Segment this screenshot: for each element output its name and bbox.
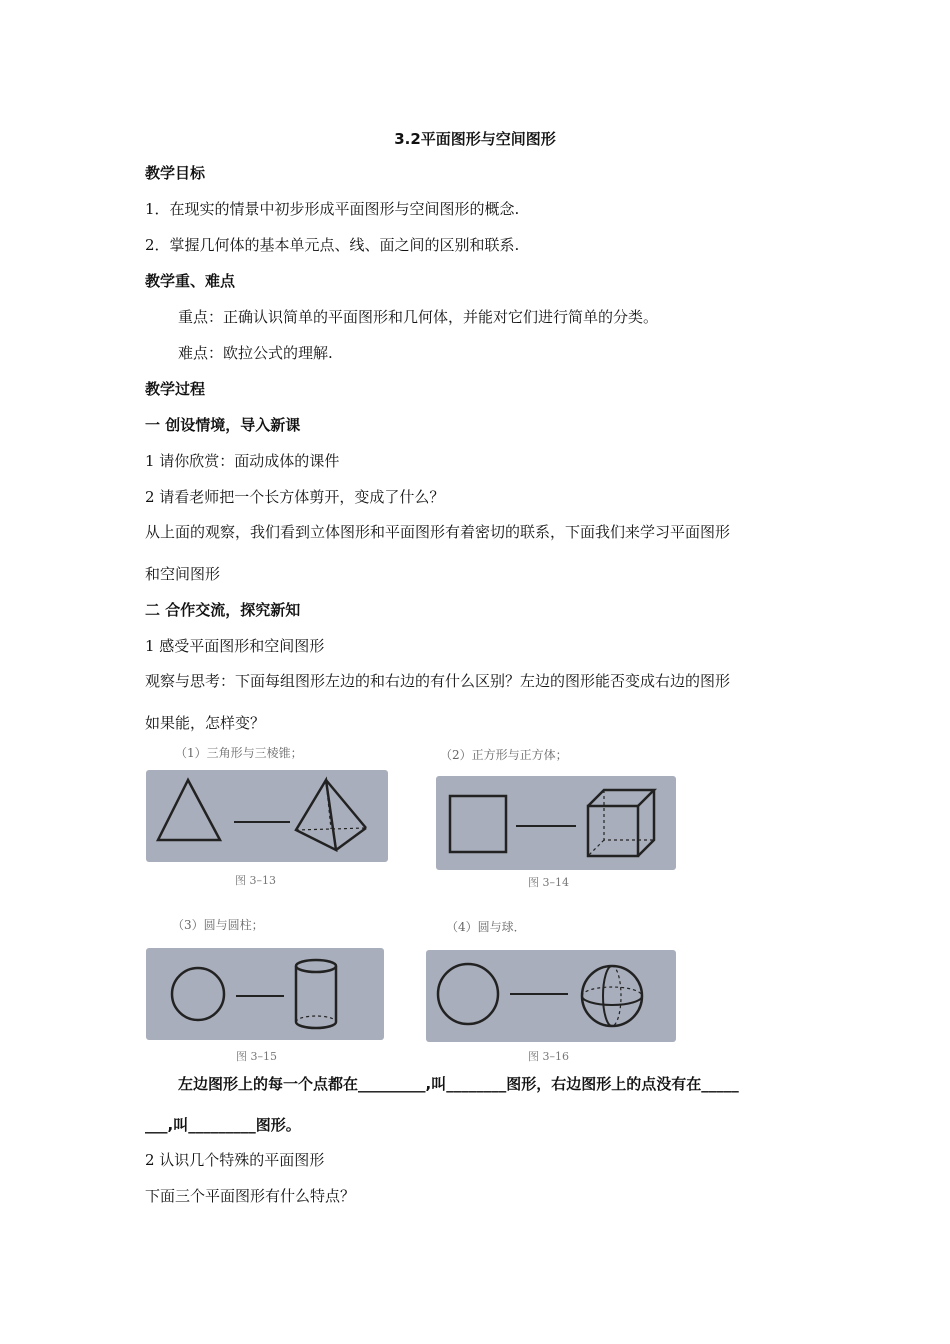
fill-in-line-1: 左边图形上的每一个点都在_________,叫________图形，右边图形上的点没有在_____: [178, 1075, 739, 1093]
cube-top: [588, 790, 654, 806]
cylinder-bottom-back: [296, 1016, 336, 1022]
circle-cylinder-drawing: [146, 948, 384, 1040]
triangle-pyramid-drawing: [146, 770, 388, 862]
cylinder-bottom-front: [296, 1022, 336, 1028]
cube-hidden-diag: [588, 840, 604, 856]
hard-point-text: 难点：欧拉公式的理解.: [178, 344, 333, 362]
caption-square-cube: （2）正方形与正方体；: [440, 748, 568, 762]
pyramid-base-edge: [336, 828, 366, 850]
page-title: 3.2平面图形与空间图形: [394, 130, 556, 148]
cylinder-top: [296, 960, 336, 972]
sphere-meridian-back: [612, 966, 621, 1026]
panel-triangle-pyramid: [146, 770, 388, 862]
sphere-meridian-front: [603, 966, 612, 1026]
figure-number-16: 图 3–16: [528, 1050, 569, 1063]
section-heading-process: 教学过程: [145, 380, 206, 398]
fill-in-line-2: ___,叫_________图形。: [145, 1116, 301, 1134]
section-heading-goals: 教学目标: [145, 164, 206, 182]
figure-number-14: 图 3–14: [528, 876, 569, 889]
goal-item-2: 2．掌握几何体的基本单元点、线、面之间的区别和联系.: [145, 236, 520, 254]
square-shape: [450, 796, 506, 852]
part-two-item-1: 1 感受平面图形和空间图形: [145, 637, 325, 655]
part-two-heading: 二 合作交流，探究新知: [145, 601, 301, 619]
panel-square-cube: [436, 776, 676, 870]
circle-sphere-drawing: [426, 950, 676, 1042]
part-one-paragraph-line-2: 和空间图形: [145, 565, 221, 583]
panel-circle-sphere: [426, 950, 676, 1042]
key-point-text: 重点：正确认识简单的平面图形和几何体，并能对它们进行简单的分类。: [178, 308, 659, 326]
triangle-shape: [158, 780, 220, 840]
part-one-item-1: 1 请你欣赏：面动成体的课件: [145, 452, 340, 470]
question-text: 下面三个平面图形有什么特点？: [145, 1187, 356, 1205]
goal-item-1: 1．在现实的情景中初步形成平面图形与空间图形的概念.: [145, 200, 520, 218]
sphere-outline: [582, 966, 642, 1026]
caption-circle-sphere: （4）圆与球．: [446, 920, 526, 934]
observe-line-1: 观察与思考：下面每组图形左边的和右边的有什么区别？左边的图形能否变成右边的图形: [145, 672, 731, 690]
figure-number-13: 图 3–13: [235, 874, 276, 887]
caption-triangle-pyramid: （1）三角形与三棱锥；: [175, 746, 303, 760]
caption-circle-cylinder: （3）圆与圆柱；: [172, 918, 264, 932]
part-two-item-2: 2 认识几个特殊的平面图形: [145, 1151, 325, 1169]
square-cube-drawing: [436, 776, 676, 870]
circle-shape: [172, 968, 224, 1020]
part-one-heading: 一 创设情境，导入新课: [145, 416, 301, 434]
shapes-figure: [140, 740, 690, 1065]
cube-side: [638, 790, 654, 856]
observe-line-2: 如果能，怎样变？: [145, 714, 266, 732]
part-one-paragraph-line-1: 从上面的观察，我们看到立体图形和平面图形有着密切的联系，下面我们来学习平面图形: [145, 523, 731, 541]
sphere-equator-back: [582, 987, 642, 996]
panel-circle-cylinder: [146, 948, 384, 1040]
figure-number-15: 图 3–15: [236, 1050, 277, 1063]
section-heading-key-points: 教学重、难点: [145, 272, 236, 290]
circle-shape: [438, 964, 498, 1024]
pyramid-front: [296, 780, 336, 850]
part-one-item-2: 2 请看老师把一个长方体剪开，变成了什么？: [145, 488, 445, 506]
sphere-equator-front: [582, 996, 642, 1005]
